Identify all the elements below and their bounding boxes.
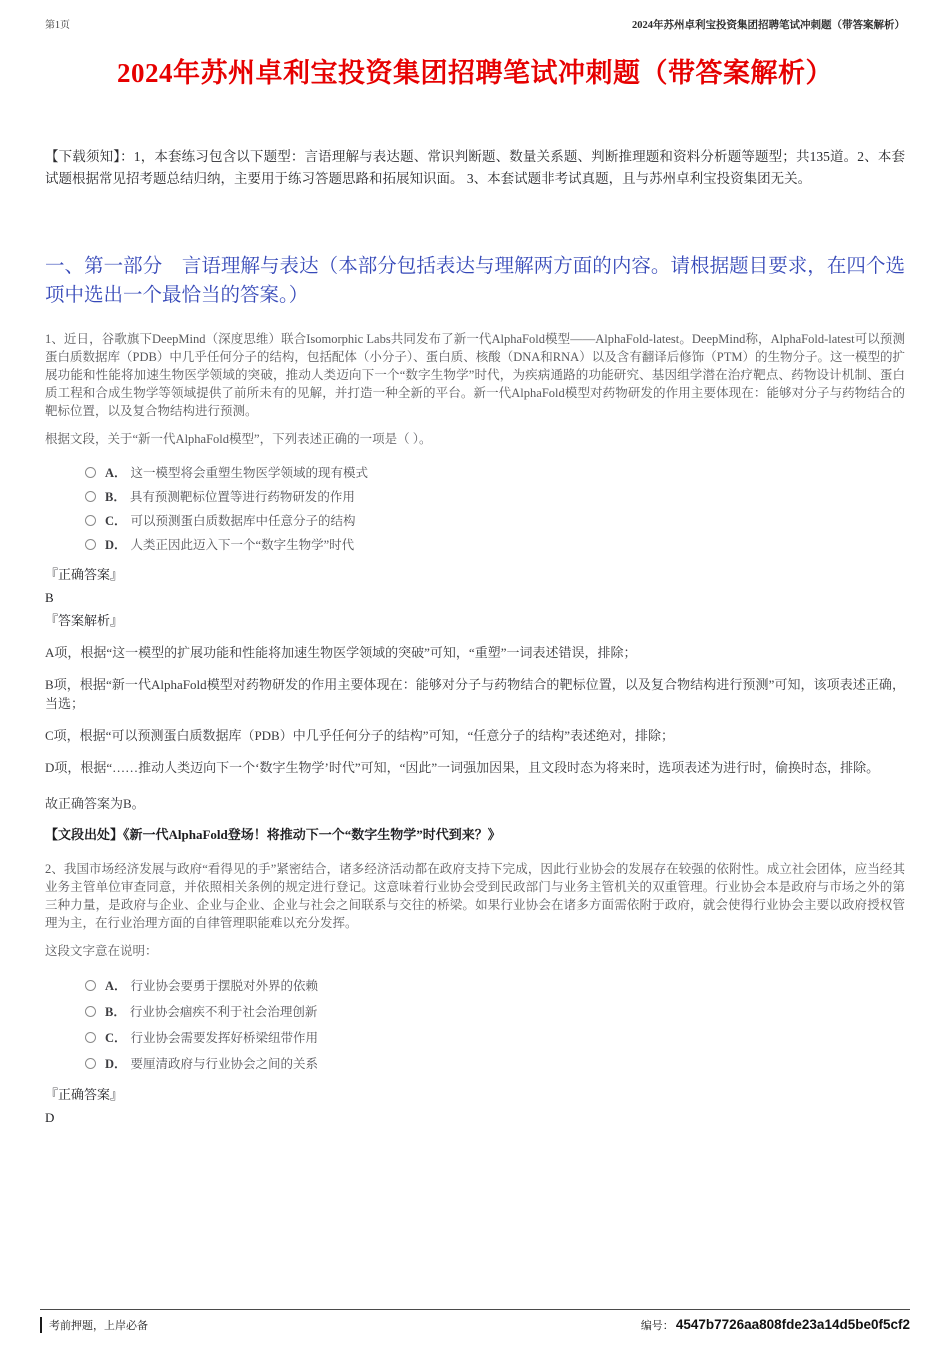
analysis-paragraph: D项，根据“……推动人类迈向下一个‘数字生物学’时代”可知，“因此”一词强加因果，且文段时态为将来时，选项表述为进行时，偷换时态，排除。	[45, 760, 880, 775]
document-title: 2024年苏州卓利宝投资集团招聘笔试冲刺题（带答案解析）	[117, 58, 833, 88]
page-header	[45, 16, 905, 32]
option-row[interactable]	[85, 1050, 905, 1076]
option-text: 具有预测靶标位置等进行药物研发的作用	[129, 490, 355, 504]
question-2-answer-block	[45, 1086, 905, 1127]
source-line: 【文段出处】《新一代AlphaFold登场！将推动下一个“数字生物学”时代到来？》	[45, 827, 501, 842]
question-1-options	[45, 460, 905, 556]
question-2-prompt: 这段文字意在说明：	[45, 944, 158, 958]
question-1-prompt: 根据文段，关于“新一代AlphaFold模型”，下列表述正确的一项是（ ）。	[45, 432, 432, 446]
option-letter: A．	[105, 466, 127, 480]
analysis-paragraph: C项，根据“可以预测蛋白质数据库（PDB）中几乎任何分子的结构”可知，“任意分子的结构”表述绝对，排除；	[45, 728, 675, 743]
option-text: 这一模型将会重塑生物医学领域的现有模式	[130, 466, 369, 480]
answer-label: 『正确答案』	[45, 567, 124, 582]
radio-icon[interactable]	[85, 1006, 96, 1017]
option-row[interactable]	[85, 998, 905, 1024]
page-footer	[40, 1309, 910, 1333]
option-row[interactable]	[85, 972, 905, 998]
question-2-options	[45, 972, 905, 1076]
option-letter: A．	[105, 979, 127, 993]
analysis-paragraph: B项，根据“新一代AlphaFold模型对药物研发的作用主要体现在：能够对分子与药物结合的靶标位置，以及复合物结构进行预测”可知，该项表述正确，当选；	[45, 677, 905, 711]
answer-label: 『正确答案』	[45, 1087, 124, 1102]
footer-serial-code: 4547b7726aa808fde23a14d5be0f5cf2	[675, 1317, 910, 1332]
radio-icon[interactable]	[85, 491, 96, 502]
option-row[interactable]	[85, 508, 905, 532]
option-letter: B．	[105, 490, 126, 504]
option-letter: B．	[105, 1005, 126, 1019]
page-number: 第1页	[45, 20, 70, 31]
option-row[interactable]	[85, 460, 905, 484]
question-1-answer-block	[45, 566, 905, 630]
option-text: 要厘清政府与行业协会之间的关系	[130, 1057, 319, 1071]
answer-value: B	[45, 590, 54, 605]
option-letter: C．	[105, 514, 127, 528]
conclusion-line: 故正确答案为B。	[45, 796, 145, 811]
radio-icon[interactable]	[85, 1032, 96, 1043]
radio-icon[interactable]	[85, 539, 96, 550]
footer-serial-label: 编号：	[640, 1320, 674, 1332]
download-notice: 【下载须知】：1，本套练习包含以下题型：言语理解与表达题、常识判断题、数量关系题、判断推理题和资料分析题等题型；共135道。2、本套试题根据常见招考题总结归纳，主要用于练习答题思路和拓展知识面。 3、本套试题非考试真题，且与苏州卓利宝投资集团无关。	[45, 149, 905, 186]
option-letter: D．	[105, 1057, 127, 1071]
option-text: 人类正因此迈入下一个“数字生物学”时代	[130, 538, 355, 552]
radio-icon[interactable]	[85, 515, 96, 526]
radio-icon[interactable]	[85, 980, 96, 991]
option-row[interactable]	[85, 532, 905, 556]
footer-slogan: 考前押题，上岸必备	[40, 1317, 148, 1333]
option-text: 可以预测蛋白质数据库中任意分子的结构	[130, 514, 356, 528]
option-letter: C．	[105, 1031, 127, 1045]
option-text: 行业协会需要发挥好桥梁纽带作用	[130, 1031, 319, 1045]
answer-value: D	[45, 1110, 55, 1125]
section-heading: 一、第一部分 言语理解与表达（本部分包括表达与理解两方面的内容。请根据题目要求，在四个选项中选出一个最恰当的答案。）	[45, 256, 905, 306]
analysis-label: 『答案解析』	[45, 613, 124, 628]
question-2-stem: 2、我国市场经济发展与政府“看得见的手”紧密结合，诸多经济活动都在政府支持下完成，因此行业协会的发展存在较强的依附性。成立社会团体，应当经其业务主管单位审查同意，并依照相关条例的规定进行登记。这意味着行业协会受到民政部门与业务主管机关的双重管理。行业协会本是政府与市场之外的第三种力量，是政府与企业、企业与企业、企业与社会之间联系与交往的桥梁。如果行业协会在诸多方面需依附于政府，就会使得行业协会主要以政府授权管理为主，在行业治理方面的自律管理职能难以充分发挥。	[45, 862, 905, 930]
option-row[interactable]	[85, 1024, 905, 1050]
option-text: 行业协会要勇于摆脱对外界的依赖	[130, 979, 319, 993]
header-doc-title: 2024年苏州卓利宝投资集团招聘笔试冲刺题（带答案解析）	[632, 20, 905, 31]
footer-serial	[641, 1317, 910, 1333]
analysis-paragraph: A项，根据“这一模型的扩展功能和性能将加速生物医学领域的突破”可知，“重塑”一词表述错误，排除；	[45, 645, 637, 660]
question-1-stem: 1、近日，谷歌旗下DeepMind（深度思维）联合Isomorphic Labs共同发布了新一代AlphaFold模型——AlphaFold-latest。DeepMind称，AlphaFold-latest可以预测蛋白质数据库（PDB）中几乎任何分子的结构，包括配体（小分子）、蛋白质、核酸（DNA和RNA）以及含有翻译后修饰（PTM）的生物分子。这一模型的扩展功能和性能将加速生物医学领域的突破，推动人类迈向下一个“数字生物学”时代，为疾病通路的功能研究、基因组学潜在治疗靶点、药物设计机制、蛋白质工程和合成生物学等领域提供了前所未有的见解，并打造一种全新的平台。新一代AlphaFold模型对药物研发的作用主要体现在：能够对分子与药物结合的靶标位置，以及复合物结构进行预测。	[45, 332, 905, 418]
option-text: 行业协会痼疾不利于社会治理创新	[129, 1005, 318, 1019]
option-row[interactable]	[85, 484, 905, 508]
option-letter: D．	[105, 538, 127, 552]
radio-icon[interactable]	[85, 1058, 96, 1069]
radio-icon[interactable]	[85, 467, 96, 478]
